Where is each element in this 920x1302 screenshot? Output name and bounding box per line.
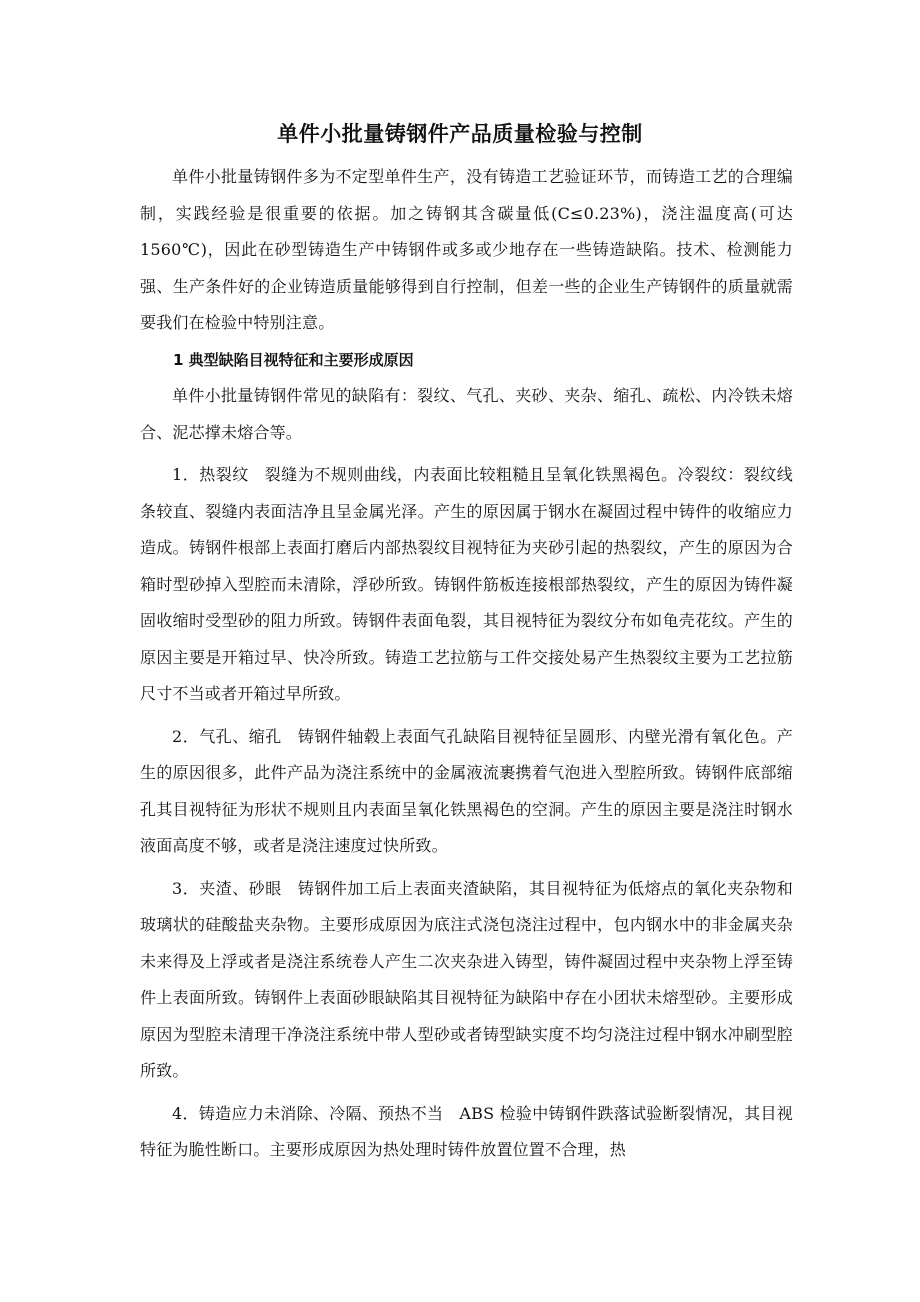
defect-item-slag-inclusion xyxy=(140,871,793,1090)
defect-item-hot-crack xyxy=(140,457,793,713)
defect-item-lead: 1．热裂纹 xyxy=(172,465,249,484)
intro-paragraph: 单件小批量铸钢件多为不定型单件生产，没有铸造工艺验证环节，而铸造工艺的合理编制，实践经验是很重要的依据。加之铸钢其含碳量低(C≤0.23%)，浇注温度高(可达 1560℃)，因此在砂型铸造生产中铸钢件或多或少地存在一些铸造缺陷。技术、检测能力强、生产条件好的企业铸造质量能够得到自行控制，但差一些的企业生产铸钢件的质量就需要我们在检验中特别注意。 xyxy=(140,167,793,332)
document-body xyxy=(140,159,793,1169)
defect-item-text: 裂缝为不规则曲线，内表面比较粗糙且呈氧化铁黑褐色。冷裂纹：裂纹线条较直、裂缝内表面洁净且呈金属光泽。产生的原因属于钢水在凝固过程中铸件的收缩应力造成。铸钢件根部上表面打磨后内部热裂纹目视特征为夹砂引起的热裂纹，产生的原因为合箱时型砂掉入型腔而未清除，浮砂所致。铸钢件筋板连接根部热裂纹，产生的原因为铸件凝固收缩时受型砂的阻力所致。铸钢件表面龟裂，其目视特征为裂纹分布如龟壳花纹。产生的原因主要是开箱过早、快冷所致。铸造工艺拉筋与工件交接处易产生热裂纹主要为工艺拉筋尺寸不当或者开箱过早所致。 xyxy=(140,465,793,703)
section-heading: 1 典型缺陷目视特征和主要形成原因 xyxy=(173,350,414,369)
defect-item-lead: 3．夹渣、砂眼 xyxy=(172,878,282,898)
defect-item-lead: 4．铸造应力未消除、冷隔、预热不当 xyxy=(172,1103,444,1123)
defect-item-lead: 2．气孔、缩孔 xyxy=(172,726,282,746)
defects-overview-paragraph: 单件小批量铸钢件常见的缺陷有：裂纹、气孔、夹砂、夹杂、缩孔、疏松、内冷铁未熔合、泥芯撑未熔合等。 xyxy=(140,386,793,442)
document-title: 单件小批量铸钢件产品质量检验与控制 xyxy=(277,122,643,146)
defect-item-text: ABS 检验中铸钢件跌落试验断裂情况，其目视特征为脆性断口。主要形成原因为热处理时铸件放置位置不合理，热 xyxy=(140,1103,793,1159)
defect-item-casting-stress xyxy=(140,1096,793,1169)
defect-item-text: 铸钢件加工后上表面夹渣缺陷，其目视特征为低熔点的氧化夹杂物和玻璃状的硅酸盐夹杂物。主要形成原因为底注式浇包浇注过程中，包内钢水中的非金属夹杂未来得及上浮或者是浇注系统卷人产生二次夹杂进入铸型，铸件凝固过程中夹杂物上浮至铸件上表面所致。铸钢件上表面砂眼缺陷其目视特征为缺陷中存在小团状未熔型砂。主要形成原因为型腔未清理干净浇注系统中带人型砂或者铸型缺实度不均匀浇注过程中钢水冲刷型腔所致。 xyxy=(140,878,793,1080)
defect-item-text: 铸钢件轴毂上表面气孔缺陷目视特征呈圆形、内壁光滑有氧化色。产生的原因很多，此件产品为浇注系统中的金属液流裹携着气泡进入型腔所致。铸钢件底部缩孔其目视特征为形状不规则且内表面呈氧化铁黑褐色的空洞。产生的原因主要是浇注时钢水液面高度不够，或者是浇注速度过快所致。 xyxy=(140,726,793,855)
defect-item-porosity xyxy=(140,719,793,865)
